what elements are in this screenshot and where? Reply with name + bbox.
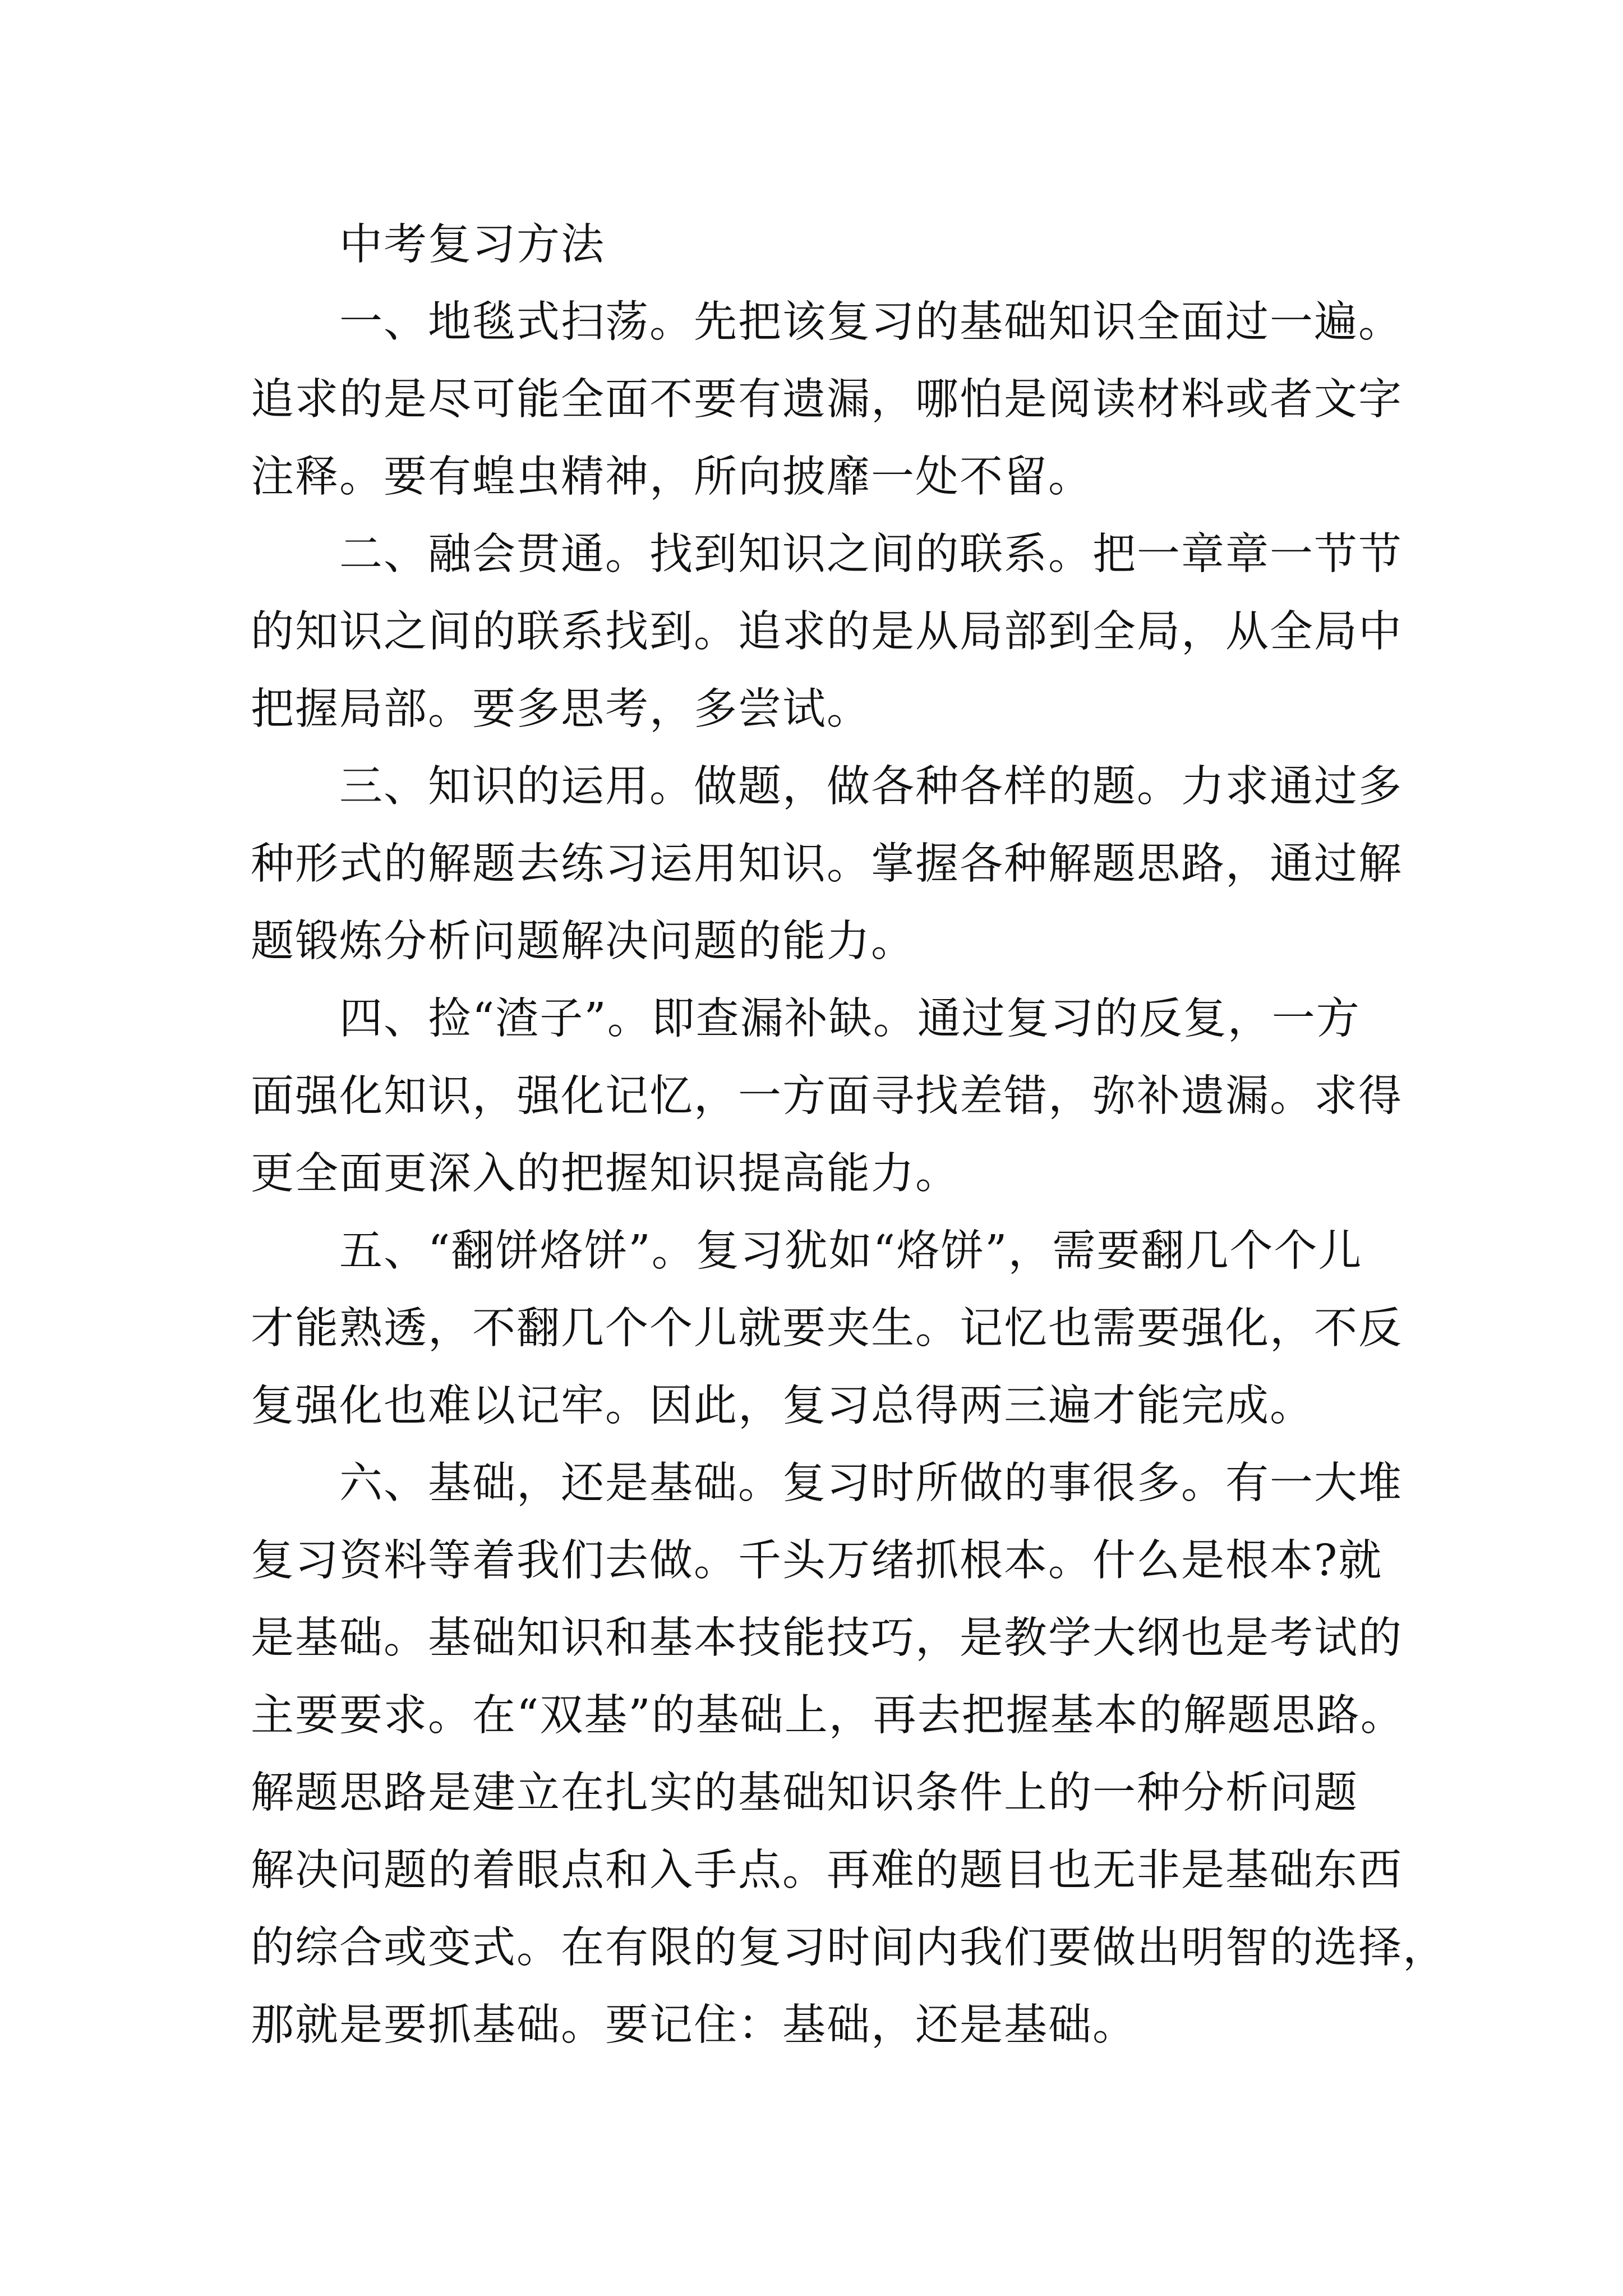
paragraph-3-line-1: 三、知识的运用。做题，做各种各样的题。力求通过多 (339, 762, 1403, 812)
paragraph-6-line-4: 主要要求。在“双基”的基础上，再去把握基本的解题思路。 (251, 1691, 1405, 1741)
paragraph-1-line-3: 注释。要有蝗虫精神，所向披靡一处不留。 (251, 452, 1092, 502)
paragraph-2-line-3: 把握局部。要多思考，多尝试。 (251, 684, 871, 734)
paragraph-6-line-6: 解决问题的着眼点和入手点。再难的题目也无非是基础东西 (251, 1846, 1403, 1895)
paragraph-6-line-8: 那就是要抓基础。要记住：基础，还是基础。 (251, 2000, 1137, 2050)
paragraph-4-line-1: 四、捡“渣子”。即查漏补缺。通过复习的反复，一方 (339, 994, 1361, 1044)
paragraph-6-line-7: 的综合或变式。在有限的复习时间内我们要做出明智的选择， (251, 1923, 1447, 1973)
paragraph-5-line-2: 才能熟透，不翻几个个儿就要夹生。记忆也需要强化，不反 (251, 1304, 1403, 1354)
paragraph-1-line-2: 追求的是尽可能全面不要有遗漏，哪怕是阅读材料或者文字 (251, 375, 1403, 425)
paragraph-6-line-1: 六、基础，还是基础。复习时所做的事很多。有一大堆 (339, 1458, 1403, 1508)
paragraph-2-line-2: 的知识之间的联系找到。追求的是从局部到全局，从全局中 (251, 607, 1403, 657)
paragraph-5-line-3: 复强化也难以记牢。因此，复习总得两三遍才能完成。 (251, 1381, 1314, 1431)
paragraph-6-line-5: 解题思路是建立在扎实的基础知识条件上的一种分析问题 (251, 1768, 1358, 1818)
paragraph-4-line-2: 面强化知识，强化记忆，一方面寻找差错，弥补遗漏。求得 (251, 1071, 1403, 1121)
paragraph-3-line-2: 种形式的解题去练习运用知识。掌握各种解题思路，通过解 (251, 839, 1403, 889)
paragraph-6-line-2: 复习资料等着我们去做。千头万绪抓根本。什么是根本?就 (251, 1536, 1383, 1586)
paragraph-2-line-1: 二、融会贯通。找到知识之间的联系。把一章章一节节 (339, 530, 1403, 579)
paragraph-5-line-1: 五、“翻饼烙饼”。复习犹如“烙饼”，需要翻几个个儿 (339, 1226, 1363, 1276)
document-title: 中考复习方法 (339, 220, 605, 270)
paragraph-4-line-3: 更全面更深入的把握知识提高能力。 (251, 1149, 960, 1199)
paragraph-3-line-3: 题锻炼分析问题解决问题的能力。 (251, 917, 915, 967)
paragraph-1-line-1: 一、地毯式扫荡。先把该复习的基础知识全面过一遍。 (339, 297, 1403, 347)
paragraph-6-line-3: 是基础。基础知识和基本技能技巧，是教学大纲也是考试的 (251, 1613, 1403, 1663)
